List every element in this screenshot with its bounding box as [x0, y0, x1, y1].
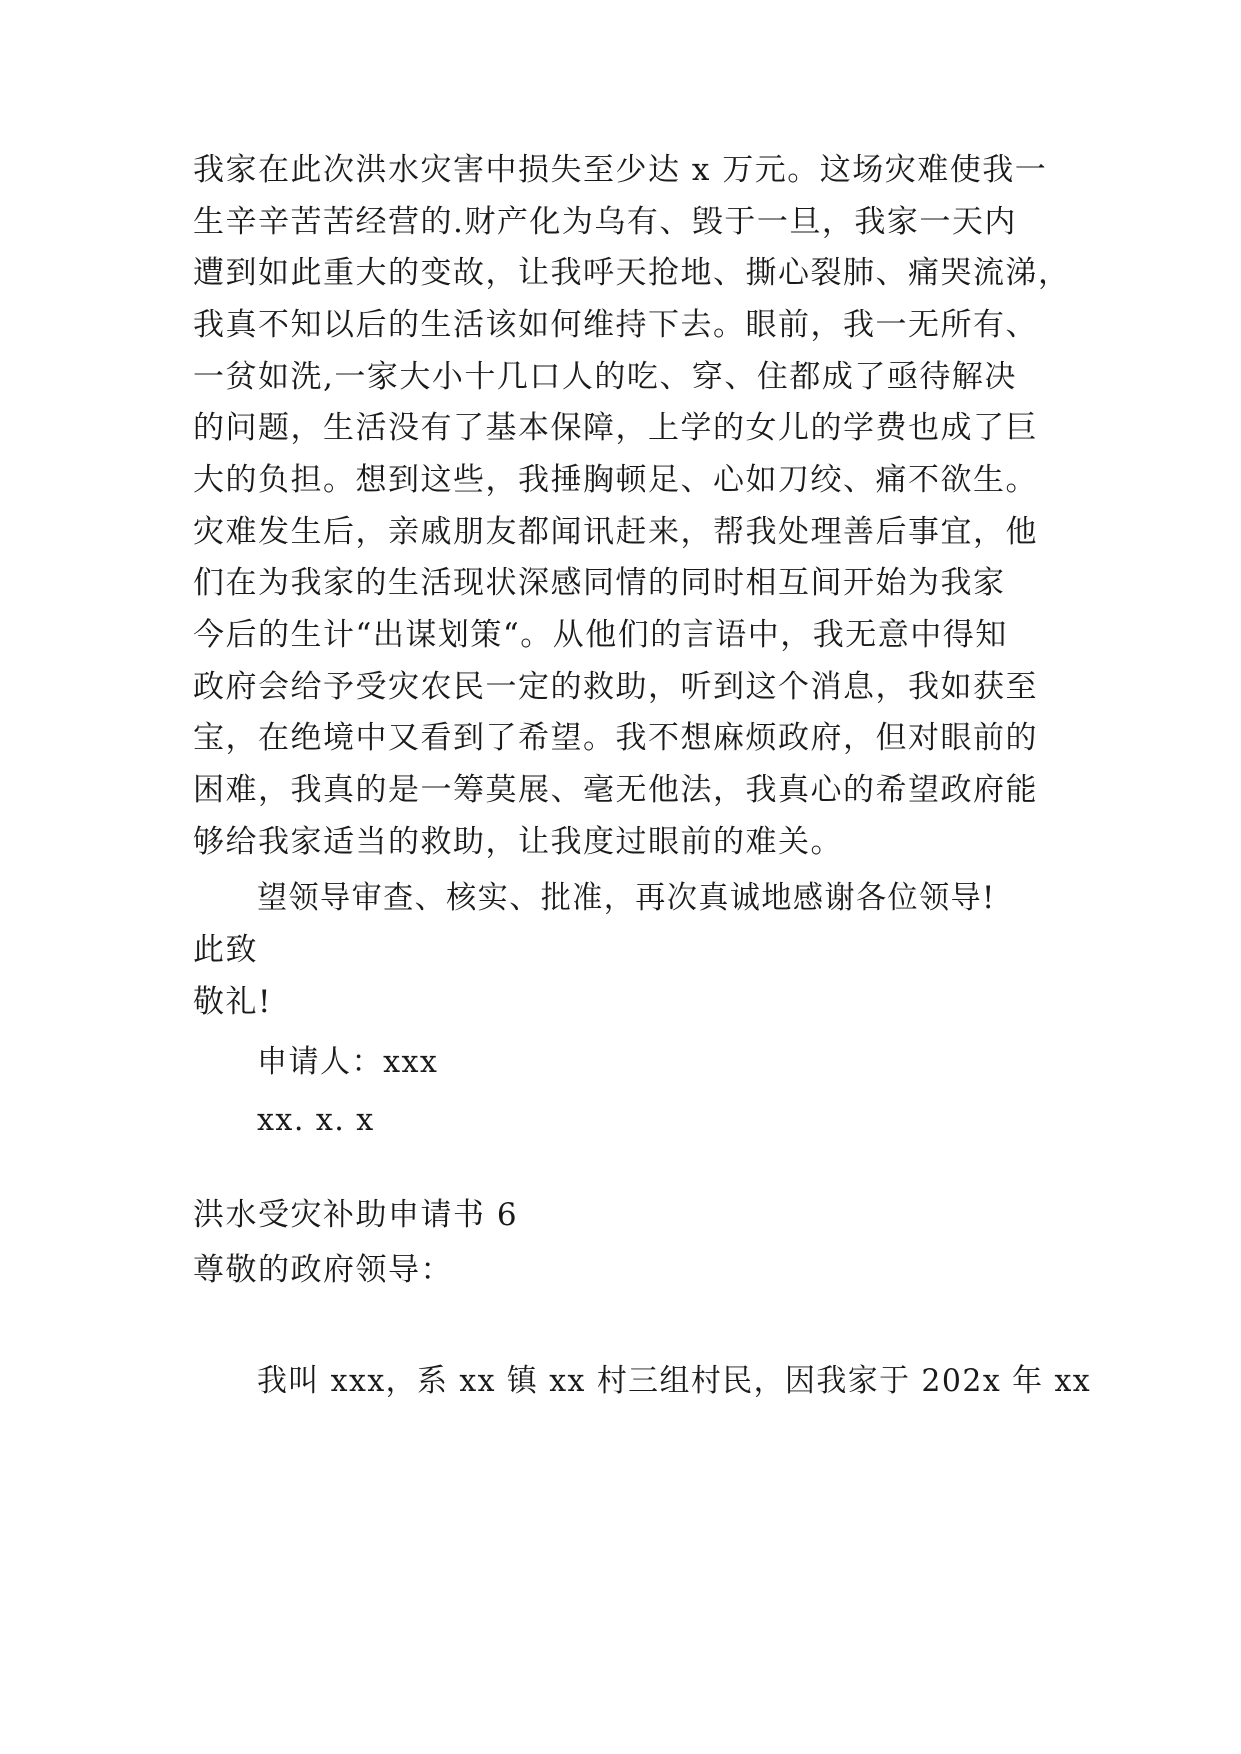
body-line-3: 遭到如此重大的变故，让我呼天抢地、撕心裂肺、痛哭流涕，: [193, 255, 1071, 291]
body-line-5: 一贫如洗,一家大小十几口人的吃、穿、住都成了亟待解决: [193, 359, 1017, 395]
body-line-14: 够给我家适当的救助，让我度过眼前的难关。: [193, 824, 843, 860]
next-document-greeting: 尊敬的政府领导：: [193, 1252, 453, 1288]
next-document-title: 洪水受灾补助申请书 6: [193, 1197, 519, 1233]
salutation-jing-li: 敬礼!: [193, 984, 272, 1020]
body-line-12: 宝，在绝境中又看到了希望。我不想麻烦政府，但对眼前的: [193, 720, 1038, 756]
body-line-7: 大的负担。想到这些，我捶胸顿足、心如刀绞、痛不欲生。: [193, 462, 1038, 498]
body-line-11: 政府会给予受灾农民一定的救助，听到这个消息，我如获至: [193, 669, 1038, 705]
body-line-10: 今后的生计“出谋划策“。从他们的言语中，我无意中得知: [193, 617, 1008, 653]
body-line-4: 我真不知以后的生活该如何维持下去。眼前，我一无所有、: [193, 307, 1038, 343]
body-line-2: 生辛辛苦苦经营的.财产化为乌有、毁于一旦，我家一天内: [193, 204, 1017, 240]
applicant-signature: 申请人：xxx: [257, 1044, 439, 1080]
body-line-13: 困难，我真的是一筹莫展、毫无他法，我真心的希望政府能: [193, 772, 1038, 808]
salutation-ci-zhi: 此致: [193, 932, 258, 968]
body-line-6: 的问题，生活没有了基本保障，上学的女儿的学费也成了巨: [193, 410, 1038, 446]
closing-request: 望领导审查、核实、批准，再次真诚地感谢各位领导!: [257, 880, 996, 916]
body-line-9: 们在为我家的生活现状深感同情的同时相互间开始为我家: [193, 565, 1006, 601]
application-date: xx. x. x: [257, 1102, 375, 1138]
body-line-8: 灾难发生后，亲戚朋友都闻讯赶来，帮我处理善后事宜，他: [193, 514, 1038, 550]
next-document-first-line: 我叫 xxx，系 xx 镇 xx 村三组村民，因我家于 202x 年 xx: [257, 1363, 1092, 1399]
body-line-1: 我家在此次洪水灾害中损失至少达 x 万元。这场灾难使我一: [193, 152, 1048, 188]
